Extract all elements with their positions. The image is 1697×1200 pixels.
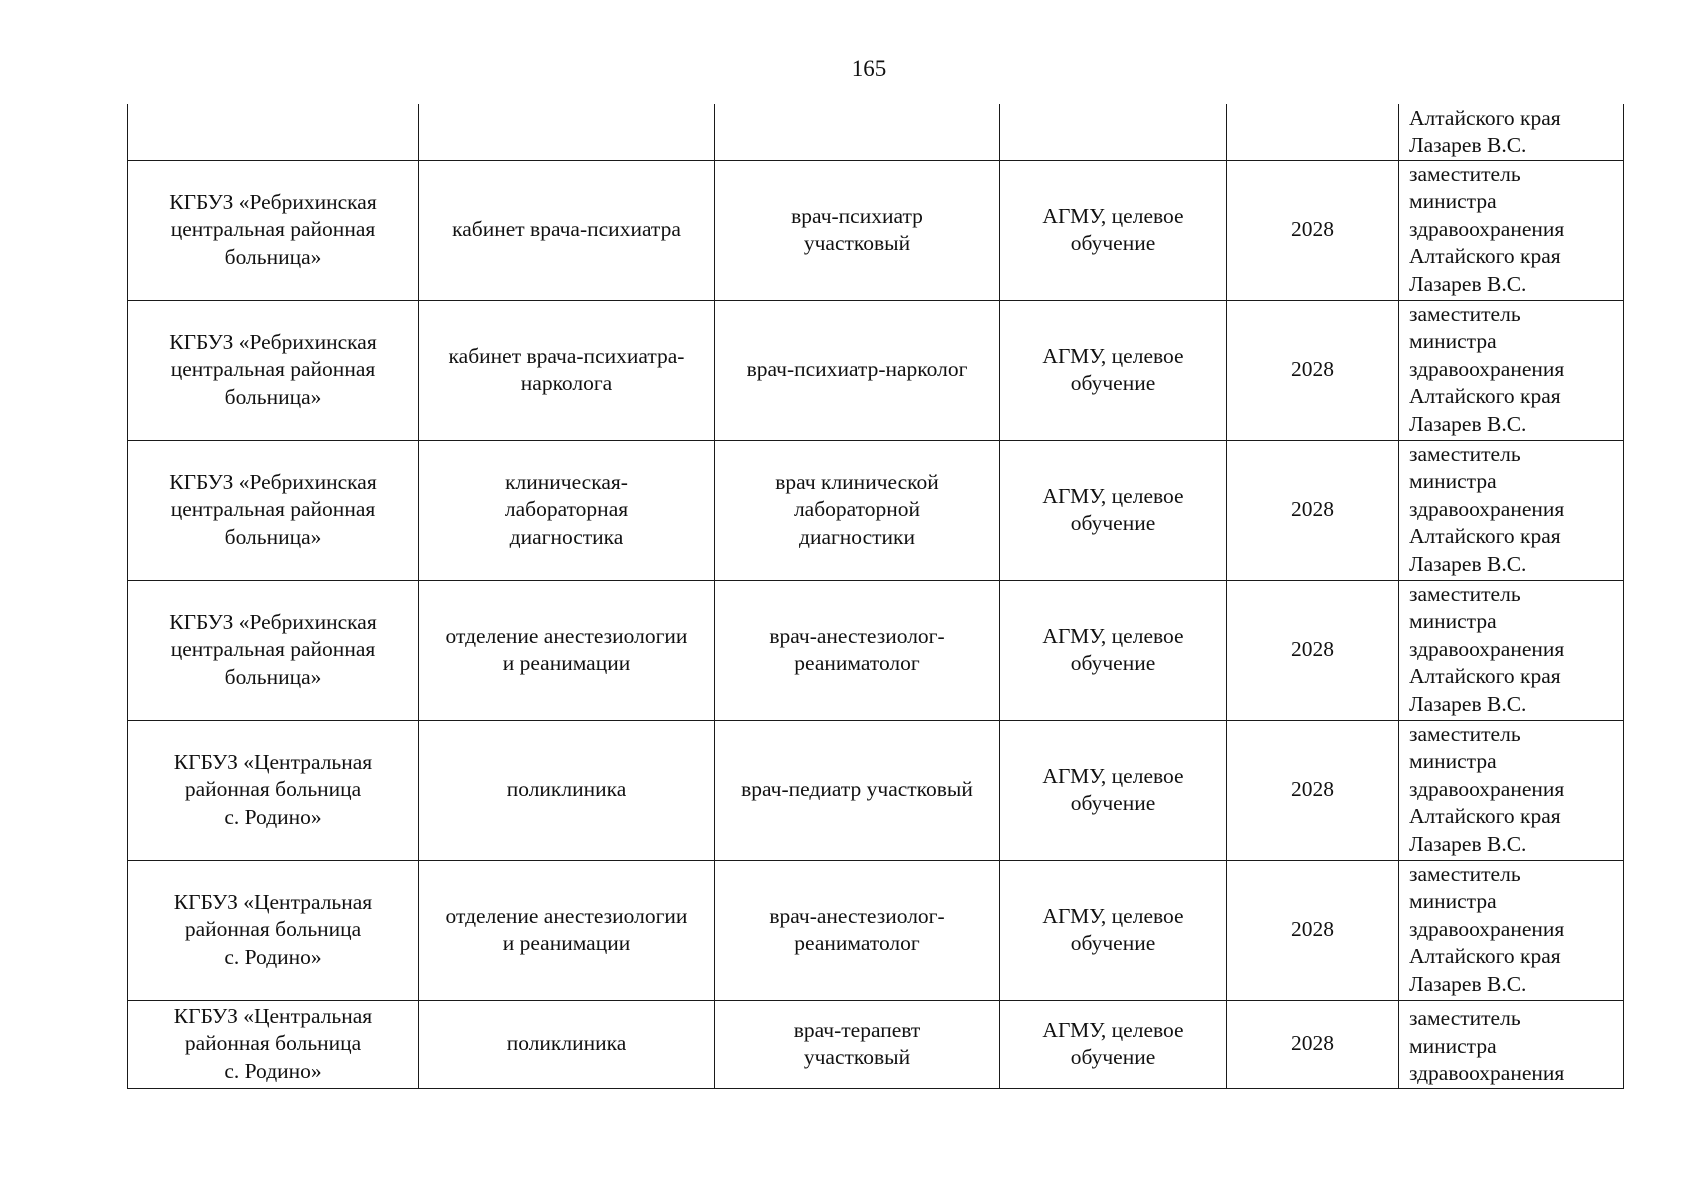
cell-approver: заместитель министра здравоохранения Алтайского края Лазарев В.С. <box>1399 720 1624 860</box>
cell-organization: КГБУЗ «Ребрихинская центральная районная больница» <box>128 300 419 440</box>
cell-approver: заместитель министра здравоохранения Алтайского края Лазарев В.С. <box>1399 580 1624 720</box>
cell-department: кабинет врача-психиатра <box>419 160 715 300</box>
cell-position: врач-психиатр участковый <box>715 160 1000 300</box>
cell-approver: заместитель министра здравоохранения <box>1399 1000 1624 1088</box>
cell-organization: КГБУЗ «Центральная районная больница с. Родино» <box>128 1000 419 1088</box>
cell-position: врач-психиатр-нарколог <box>715 300 1000 440</box>
cell-position: врач-педиатр участковый <box>715 720 1000 860</box>
cell-approver: заместитель министра здравоохранения Алтайского края Лазарев В.С. <box>1399 160 1624 300</box>
cell-department: отделение анестезиологии и реанимации <box>419 580 715 720</box>
cell-source: АГМУ, целевое обучение <box>1000 160 1227 300</box>
cell-position: врач-анестезиолог- реаниматолог <box>715 580 1000 720</box>
cell-year: 2028 <box>1227 860 1399 1000</box>
cell-year: 2028 <box>1227 720 1399 860</box>
table-row-continuation <box>128 104 1624 160</box>
cell-source: АГМУ, целевое обучение <box>1000 860 1227 1000</box>
cell-department: отделение анестезиологии и реанимации <box>419 860 715 1000</box>
cell-organization: КГБУЗ «Ребрихинская центральная районная больница» <box>128 440 419 580</box>
staffing-table <box>127 104 1624 1089</box>
cell-source <box>1000 104 1227 160</box>
table-row <box>128 160 1624 300</box>
cell-organization: КГБУЗ «Центральная районная больница с. Родино» <box>128 720 419 860</box>
table-row <box>128 1000 1624 1088</box>
cell-approver: заместитель министра здравоохранения Алтайского края Лазарев В.С. <box>1399 440 1624 580</box>
cell-approver: заместитель министра здравоохранения Алтайского края Лазарев В.С. <box>1399 860 1624 1000</box>
cell-source: АГМУ, целевое обучение <box>1000 1000 1227 1088</box>
cell-organization: КГБУЗ «Центральная районная больница с. Родино» <box>128 860 419 1000</box>
cell-position: врач-анестезиолог- реаниматолог <box>715 860 1000 1000</box>
cell-position: врач клинической лабораторной диагностики <box>715 440 1000 580</box>
cell-year: 2028 <box>1227 160 1399 300</box>
cell-source: АГМУ, целевое обучение <box>1000 300 1227 440</box>
cell-approver: Алтайского края Лазарев В.С. <box>1399 104 1624 160</box>
cell-position: врач-терапевт участковый <box>715 1000 1000 1088</box>
cell-year: 2028 <box>1227 1000 1399 1088</box>
cell-department: кабинет врача-психиатра- нарколога <box>419 300 715 440</box>
cell-department: поликлиника <box>419 1000 715 1088</box>
cell-source: АГМУ, целевое обучение <box>1000 440 1227 580</box>
cell-organization <box>128 104 419 160</box>
cell-source: АГМУ, целевое обучение <box>1000 580 1227 720</box>
cell-year: 2028 <box>1227 580 1399 720</box>
cell-department <box>419 104 715 160</box>
table-row <box>128 580 1624 720</box>
table-row <box>128 300 1624 440</box>
cell-organization: КГБУЗ «Ребрихинская центральная районная больница» <box>128 580 419 720</box>
table-row <box>128 720 1624 860</box>
cell-year: 2028 <box>1227 440 1399 580</box>
cell-position <box>715 104 1000 160</box>
table-row <box>128 440 1624 580</box>
cell-approver: заместитель министра здравоохранения Алтайского края Лазарев В.С. <box>1399 300 1624 440</box>
cell-organization: КГБУЗ «Ребрихинская центральная районная больница» <box>128 160 419 300</box>
cell-source: АГМУ, целевое обучение <box>1000 720 1227 860</box>
cell-year: 2028 <box>1227 300 1399 440</box>
cell-department: клиническая- лабораторная диагностика <box>419 440 715 580</box>
page-number: 165 <box>851 56 887 81</box>
cell-department: поликлиника <box>419 720 715 860</box>
cell-year <box>1227 104 1399 160</box>
table-row <box>128 860 1624 1000</box>
